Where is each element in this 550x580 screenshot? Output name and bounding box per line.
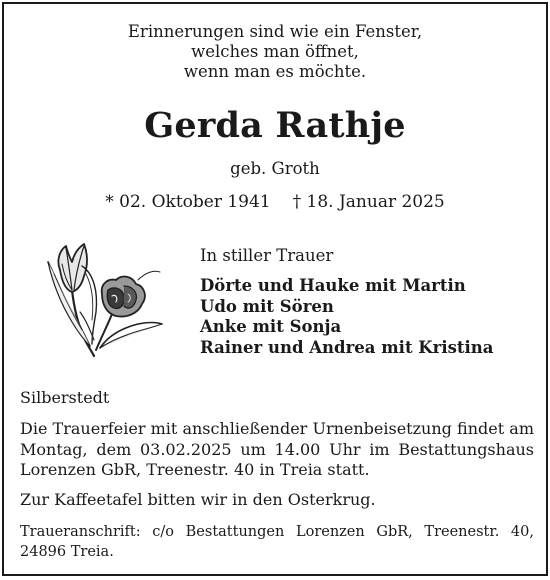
tulip-illustration xyxy=(38,240,168,358)
ceremony-line: Montag, dem 03.02.2025 um 14.00 Uhr im Bestattungshaus xyxy=(20,439,534,459)
poem-line: Erinnerungen sind wie ein Fenster, xyxy=(127,22,423,41)
mourner-entry: Udo mit Sören xyxy=(200,296,334,316)
ceremony-text xyxy=(20,419,534,481)
death-date: † 18. Januar 2025 xyxy=(292,192,445,212)
address-line: Traueranschrift: c/o Bestattungen Lorenzen GbR, Treenestr. 40, xyxy=(20,524,534,540)
mourner-entry: Dörte und Hauke mit Martin xyxy=(200,276,466,295)
obituary-notice xyxy=(2,2,548,576)
deceased-name: Gerda Rathje xyxy=(144,105,406,146)
place-name: Silberstedt xyxy=(20,388,110,407)
address-line: 24896 Treia. xyxy=(20,543,114,560)
mourner-entry: Rainer und Andrea mit Kristina xyxy=(200,337,494,357)
birth-name: geb. Groth xyxy=(230,159,320,178)
life-dates xyxy=(4,191,546,213)
ceremony-line: Die Trauerfeier mit anschließender Urnenbeisetzung findet am xyxy=(20,419,534,438)
mourner-list xyxy=(200,276,493,358)
mourner-entry: Anke mit Sonja xyxy=(200,317,342,336)
memorial-poem xyxy=(4,22,546,82)
poem-line: wenn man es möchte. xyxy=(183,62,367,81)
birth-date: * 02. Oktober 1941 xyxy=(105,192,271,212)
poem-line: welches man öffnet, xyxy=(191,42,359,61)
ceremony-line: Lorenzen GbR, Treenestr. 40 in Treia statt. xyxy=(20,460,370,479)
coffee-text: Zur Kaffeetafel bitten wir in den Osterkrug. xyxy=(20,490,376,509)
mourning-address xyxy=(20,523,534,562)
mourning-intro: In stiller Trauer xyxy=(200,246,334,265)
